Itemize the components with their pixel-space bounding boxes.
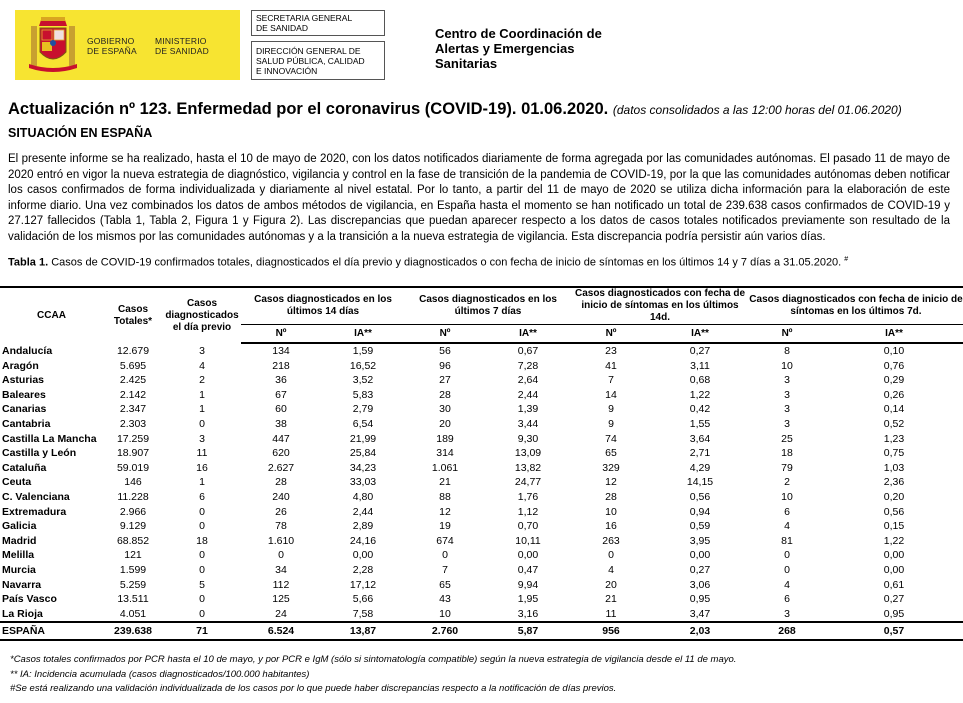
cell-ia14: 4,80 (352, 490, 374, 503)
ccaes-line-3: Sanitarias (435, 56, 498, 71)
government-logo-block (15, 10, 240, 80)
header-ia-7: IA** (485, 325, 571, 344)
cell-total: 13.511 (117, 593, 149, 606)
cell-n7: 30 (439, 403, 451, 416)
cell-n14: 112 (272, 578, 290, 591)
cell-ia14: 33,03 (349, 476, 377, 489)
cell-ia14: 13,87 (321, 622, 405, 640)
cell-ccaa: Castilla y León (2, 447, 77, 460)
cell-n14: 78 (275, 520, 287, 533)
cell-ns7: 0 (784, 549, 790, 562)
cell-ia14: 25,84 (349, 447, 377, 460)
cell-ias7: 1,03 (883, 461, 905, 474)
cell-ias14: 0,94 (689, 505, 711, 518)
cell-n7: 314 (436, 447, 454, 460)
table-row (0, 578, 963, 593)
cell-n7: 28 (439, 388, 451, 401)
header-n-14: Nº (241, 325, 321, 344)
cell-n7: 674 (436, 534, 454, 547)
cell-prev: 0 (199, 593, 205, 606)
cell-total: 146 (124, 476, 142, 489)
cell-ccaa: Andalucía (2, 344, 53, 357)
cell-prev: 4 (199, 359, 205, 372)
header-group-7-days: Casos diagnosticados en los últimos 7 días (405, 287, 571, 325)
cell-ccaa: Extremadura (2, 505, 67, 518)
cell-total: 68.852 (116, 534, 150, 547)
cell-ia7: 0,00 (517, 549, 539, 562)
cell-prev: 2 (199, 374, 205, 387)
cell-ia14: 34,23 (349, 461, 377, 474)
cell-ia14: 6,54 (352, 417, 374, 430)
table-row (0, 534, 963, 549)
footnote-ia: ** IA: Incidencia acumulada (casos diagnosticados/100.000 habitantes) (10, 668, 310, 680)
cell-ia7: 5,87 (485, 622, 571, 640)
cell-ia14: 7,58 (352, 607, 374, 620)
cell-n14: 26 (275, 505, 287, 518)
intro-paragraph: El presente informe se ha realizado, hasta el 10 de mayo de 2020, con los datos notificados diariamente de forma agregada por las comunidades autónomas. El pasado 11 de mayo de 2020 entró en vigor la nueva estrategia de diagnóstico, vigilancia y control en la fase de transición de la pandemia de COVID-19, por la que las comunidades autónomas deben notificar los casos confirmados de forma individualizada y diariamente al nivel estatal. Por lo tanto, a partir del 11 de mayo de 2020 se utiliza dicha información para la elaboración de este informe diario. Una vez combinados los datos de ambos métodos de vigilancia, en España hasta el momento se han notificado un total de 239.638 casos confirmados de COVID-19 y 27.127 fallecidos (Tabla 1, Tabla 2, Figura 1 y Figura 2). Las discrepancias que puedan aparecer respecto a los datos de casos totales notificados previamente son resultado de la validación de los mismos por las comunidades autónomas y a la transición a la nueva estrategia de vigilancia. Esta discrepancia podría persistir aún varios días. (8, 153, 950, 243)
table-row-total (0, 622, 963, 640)
cell-ias14: 3,11 (690, 359, 710, 372)
cell-ias7: 0,52 (883, 417, 905, 430)
table-row (0, 505, 963, 520)
table-row (0, 359, 963, 374)
ccaes-name (435, 26, 602, 71)
cell-prev: 0 (199, 563, 205, 576)
cell-ia7: 2,44 (517, 388, 539, 401)
header-ia-s7: IA** (825, 325, 963, 344)
cell-ns14: 28 (605, 490, 617, 503)
cell-n7: 43 (439, 593, 451, 606)
cell-prev: 0 (199, 520, 205, 533)
cell-ia14: 2,28 (352, 563, 374, 576)
cell-ias7: 0,15 (883, 520, 905, 533)
cell-total: 1.599 (119, 563, 147, 576)
cell-ia14: 17,12 (349, 578, 377, 591)
table-row (0, 461, 963, 476)
direccion-line-1: DIRECCIÓN GENERAL DE (256, 46, 361, 56)
cell-ia14: 2,89 (352, 520, 374, 533)
cell-ia7: 0,67 (517, 345, 539, 357)
cell-ias14: 0,56 (689, 490, 711, 503)
cell-ia7: 1,39 (517, 403, 539, 416)
table-row (0, 388, 963, 403)
header-ia-s14: IA** (651, 325, 749, 344)
cell-ccaa: Madrid (2, 534, 37, 547)
table-row (0, 490, 963, 505)
header-group-symptoms-7d: Casos diagnosticados con fecha de inicio de síntomas en los últimos 7d. (749, 287, 963, 325)
cell-ias14: 1,22 (689, 388, 711, 401)
table-row (0, 402, 963, 417)
cell-ias7: 0,61 (883, 578, 905, 591)
cell-ia7: 9,30 (517, 432, 539, 445)
cell-ns7: 3 (784, 403, 790, 416)
cell-prev: 0 (199, 417, 205, 430)
cell-n14: 2.627 (267, 461, 295, 474)
cell-ns7: 6 (784, 505, 790, 518)
ministry-name (155, 36, 209, 56)
cell-ns7: 4 (784, 578, 790, 591)
cell-n7: 56 (439, 345, 451, 357)
table-row (0, 432, 963, 447)
header-n-s14: Nº (571, 325, 651, 344)
cell-ias7: 0,26 (883, 388, 905, 401)
cell-ias7: 0,20 (883, 490, 905, 503)
government-name (87, 36, 137, 56)
cell-ns14: 65 (605, 447, 617, 460)
cell-ns14: 74 (605, 432, 617, 445)
cell-n14: 240 (272, 490, 290, 503)
table-row (0, 343, 963, 359)
cell-ia7: 10,11 (515, 534, 541, 547)
cell-prev: 0 (199, 549, 205, 562)
cell-ccaa: Cataluña (2, 461, 47, 474)
cell-prev: 1 (199, 403, 205, 416)
cell-total: 9.129 (119, 520, 147, 533)
cell-n7: 7 (442, 563, 448, 576)
cell-ns14: 0 (608, 549, 614, 562)
cell-ias7: 0,27 (883, 593, 905, 606)
table-row (0, 475, 963, 490)
cell-n7: 2.760 (405, 622, 485, 640)
cell-ia7: 1,12 (517, 505, 539, 518)
cell-ias7: 1,23 (883, 432, 905, 445)
header-group-14-days: Casos diagnosticados en los últimos 14 días (241, 287, 405, 325)
cell-n14: 1.610 (267, 534, 295, 547)
cell-ias14: 2,71 (689, 447, 711, 460)
cell-ccaa: ESPAÑA (0, 622, 103, 640)
cell-ia7: 3,44 (517, 417, 539, 430)
cell-ns7: 3 (784, 417, 790, 430)
table-row (0, 548, 963, 563)
cell-ias7: 0,00 (883, 549, 905, 562)
report-title-sub: (datos consolidados a las 12:00 horas del 01.06.2020) (612, 103, 902, 117)
cell-ias7: 0,29 (883, 374, 905, 387)
cell-ns14: 41 (605, 359, 617, 372)
cell-n14: 134 (272, 345, 290, 357)
cell-ns14: 4 (608, 563, 614, 576)
cell-ccaa: País Vasco (2, 593, 57, 606)
cell-prev: 16 (196, 461, 208, 474)
cell-ia7: 0,70 (517, 520, 539, 533)
report-title-main: Actualización nº 123. Enfermedad por el coronavirus (COVID-19). 01.06.2020. (8, 100, 609, 118)
cell-ias14: 14,15 (686, 476, 714, 489)
cell-ia14: 1,59 (352, 345, 374, 357)
cell-ns14: 10 (605, 505, 617, 518)
header-n-s7: Nº (749, 325, 825, 344)
cell-ccaa: Melilla (2, 549, 35, 562)
cell-ns7: 18 (781, 447, 793, 460)
cell-n14: 447 (272, 432, 290, 445)
cell-ia14: 5,66 (352, 593, 374, 606)
cell-ias14: 4,29 (689, 461, 711, 474)
table-row (0, 592, 963, 607)
cell-ns14: 14 (605, 388, 617, 401)
cell-total: 2.347 (119, 403, 147, 416)
table-row (0, 519, 963, 534)
cell-ns7: 81 (781, 534, 793, 547)
cell-ia7: 2,64 (517, 374, 539, 387)
ministry-line-2: DE SANIDAD (155, 46, 209, 56)
cell-ns7: 10 (781, 359, 793, 372)
cell-ns7: 3 (784, 607, 790, 620)
cell-ias14: 1,55 (689, 417, 711, 430)
cell-n14: 34 (275, 563, 287, 576)
cell-n14: 36 (275, 374, 287, 387)
secretaria-box (251, 10, 385, 36)
ccaes-line-2: Alertas y Emergencias (435, 41, 575, 56)
cell-n7: 88 (439, 490, 451, 503)
cell-ccaa: Murcia (2, 563, 36, 576)
cell-ias7: 0,57 (825, 622, 963, 640)
report-title (8, 100, 958, 119)
cell-total: 2.303 (119, 417, 147, 430)
cell-total: 17.259 (116, 432, 150, 445)
cell-ia14: 5,83 (352, 388, 374, 401)
cell-ias14: 3,64 (689, 432, 711, 445)
cell-ns14: 16 (605, 520, 617, 533)
cell-ias14: 0,59 (689, 520, 711, 533)
header-ccaa: CCAA (37, 309, 66, 321)
cell-n7: 21 (439, 476, 451, 489)
cell-ias14: 3,95 (689, 534, 711, 547)
cell-ccaa: Baleares (2, 388, 46, 401)
cell-ns14: 21 (605, 593, 617, 606)
cell-ias7: 0,76 (883, 359, 905, 372)
cell-n14: 28 (275, 476, 287, 489)
cell-n7: 0 (442, 549, 448, 562)
table-caption-text: Casos de COVID-19 confirmados totales, diagnosticados el día previo y diagnosticados o con fecha de inicio de síntomas en los últimos 14 y 7 días a 31.05.2020. (51, 256, 842, 269)
cell-n14: 218 (272, 359, 290, 372)
section-heading: SITUACIÓN EN ESPAÑA (8, 126, 153, 140)
cell-total: 11.228 (117, 490, 149, 503)
cell-ns14: 11 (605, 607, 617, 620)
cell-prev: 71 (163, 622, 241, 640)
gov-line-1: GOBIERNO (87, 36, 135, 46)
cell-ias14: 3,47 (689, 607, 711, 620)
cell-ias7: 2,36 (883, 476, 905, 489)
cell-n7: 10 (439, 607, 451, 620)
direccion-box (251, 41, 385, 80)
cell-ia7: 0,47 (517, 563, 539, 576)
footnote-total-cases: *Casos totales confirmados por PCR hasta el 10 de mayo, y por PCR e IgM (sólo si sintomatología compatible) según la nueva estrategia de vigilancia desde el 11 de mayo. (10, 654, 737, 665)
cell-n7: 65 (439, 578, 451, 591)
cell-ia14: 3,52 (352, 374, 374, 387)
cell-prev: 11 (196, 447, 208, 460)
cell-n14: 38 (275, 417, 287, 430)
cell-ccaa: C. Valenciana (2, 490, 70, 503)
table-caption (8, 256, 958, 269)
table-row (0, 607, 963, 623)
cell-total: 5.259 (119, 578, 147, 591)
cell-ia7: 24,77 (514, 476, 542, 489)
cell-n14: 67 (275, 388, 287, 401)
cell-ccaa: Ceuta (2, 476, 32, 489)
cell-total: 239.638 (103, 622, 163, 640)
footnotes (10, 653, 736, 697)
cell-ias7: 0,14 (883, 403, 905, 416)
cell-total: 2.425 (119, 374, 147, 387)
cell-n14: 125 (272, 593, 290, 606)
cell-ns7: 2 (784, 476, 790, 489)
cell-n7: 20 (439, 417, 451, 430)
cell-n7: 1.061 (431, 461, 459, 474)
table-body (0, 343, 963, 640)
cell-total: 12.679 (116, 344, 150, 357)
cell-ns7: 25 (781, 432, 793, 445)
cell-total: 5.695 (119, 359, 147, 372)
header-group-symptoms-14d: Casos diagnosticados con fecha de inicio de síntomas en los últimos 14d. (571, 287, 749, 325)
cell-ias14: 0,27 (689, 345, 711, 357)
table-row (0, 373, 963, 388)
cell-n7: 12 (439, 505, 451, 518)
cell-total: 59.019 (116, 461, 150, 474)
cell-ns7: 79 (781, 461, 793, 474)
cell-ns7: 268 (749, 622, 825, 640)
cell-ns7: 6 (784, 593, 790, 606)
cell-ias7: 0,75 (883, 447, 905, 460)
cell-n7: 189 (436, 432, 454, 445)
cell-ccaa: Aragón (2, 359, 39, 372)
cell-ccaa: Navarra (2, 578, 42, 591)
cell-prev: 5 (199, 578, 205, 591)
cell-ns7: 3 (784, 388, 790, 401)
cell-prev: 0 (199, 505, 205, 518)
cell-ns14: 23 (605, 345, 617, 357)
cell-ccaa: Cantabria (2, 417, 51, 430)
cell-ias7: 0,56 (883, 505, 905, 518)
cell-prev: 18 (196, 534, 208, 547)
gov-line-2: DE ESPAÑA (87, 46, 137, 56)
cell-ia7: 9,94 (517, 578, 539, 591)
cell-ns7: 10 (781, 490, 793, 503)
cell-ns14: 329 (602, 461, 620, 474)
header-previous-day: Casos diagnosticados el día previo (165, 297, 239, 333)
cell-ias14: 0,42 (689, 403, 711, 416)
cell-ias7: 1,22 (883, 534, 905, 547)
cell-n14: 24 (275, 607, 287, 620)
cell-n14: 620 (272, 447, 290, 460)
cell-ns14: 956 (571, 622, 651, 640)
cell-total: 121 (124, 549, 142, 562)
cell-ns7: 8 (784, 345, 790, 357)
cell-prev: 3 (199, 344, 205, 357)
cell-ia7: 13,82 (514, 461, 542, 474)
ccaes-line-1: Centro de Coordinación de (435, 26, 602, 41)
cell-ia7: 3,16 (517, 607, 539, 620)
secretaria-line-1: SECRETARIA GENERAL (256, 13, 353, 23)
cell-ia7: 13,09 (514, 447, 542, 460)
cell-total: 2.966 (119, 505, 147, 518)
cell-prev: 1 (199, 388, 205, 401)
cell-ia14: 2,44 (352, 505, 374, 518)
header-total-cases: Casos Totales* (113, 303, 153, 327)
cell-ias14: 0,27 (689, 563, 711, 576)
table-row (0, 446, 963, 461)
cell-n14: 6.524 (241, 622, 321, 640)
header-ia-14: IA** (321, 325, 405, 344)
cell-ias7: 0,95 (883, 607, 905, 620)
header-n-7: Nº (405, 325, 485, 344)
cell-ccaa: La Rioja (2, 607, 43, 620)
cell-ia7: 1,95 (517, 593, 539, 606)
cell-ias7: 0,00 (883, 563, 905, 576)
cell-prev: 1 (199, 476, 205, 489)
cell-prev: 3 (199, 432, 205, 445)
cell-ias14: 3,06 (689, 578, 711, 591)
cell-ccaa: Castilla La Mancha (2, 432, 97, 445)
coat-of-arms-icon (27, 16, 79, 74)
covid-cases-table (0, 286, 963, 641)
department-boxes (251, 10, 387, 80)
cell-ns7: 0 (784, 563, 790, 576)
footnote-validation: #Se está realizando una validación individualizada de los casos por lo que puede haber discrepancias respecto a la notificación de días previos. (10, 683, 617, 694)
cell-ns14: 9 (608, 403, 614, 416)
cell-ns14: 20 (605, 578, 617, 591)
table-row (0, 563, 963, 578)
direccion-line-2: SALUD PÚBLICA, CALIDAD (256, 56, 365, 66)
ministry-line-1: MINISTERIO (155, 36, 207, 46)
direccion-line-3: E INNOVACIÓN (256, 66, 318, 76)
cell-n7: 96 (439, 359, 451, 372)
table-caption-mark: # (844, 256, 849, 263)
cell-ia14: 2,79 (352, 403, 374, 416)
cell-ia14: 0,00 (352, 549, 374, 562)
cell-ns14: 7 (608, 374, 614, 387)
cell-ns14: 9 (608, 417, 614, 430)
cell-total: 2.142 (119, 388, 147, 401)
cell-prev: 6 (199, 490, 205, 503)
cell-ia7: 1,76 (517, 490, 539, 503)
cell-n14: 0 (278, 549, 284, 562)
cell-total: 18.907 (116, 447, 150, 460)
cell-n7: 27 (439, 374, 451, 387)
cell-ias14: 0,95 (689, 593, 711, 606)
cell-ias14: 0,68 (689, 374, 711, 387)
cell-ccaa: Canarias (2, 403, 47, 416)
cell-ns14: 263 (602, 534, 620, 547)
cell-ns7: 4 (784, 520, 790, 533)
cell-ias14: 2,03 (651, 622, 749, 640)
cell-ia14: 21,99 (349, 432, 377, 445)
cell-n7: 19 (439, 520, 451, 533)
cell-ccaa: Asturias (2, 374, 45, 387)
cell-ia14: 24,16 (349, 534, 377, 547)
cell-ias14: 0,00 (689, 549, 711, 562)
cell-n14: 60 (275, 403, 287, 416)
secretaria-line-2: DE SANIDAD (256, 23, 308, 33)
cell-prev: 0 (199, 607, 205, 620)
table-row (0, 417, 963, 432)
table-caption-label: Tabla 1. (8, 256, 49, 269)
cell-ns7: 3 (784, 374, 790, 387)
page-header (15, 10, 950, 80)
cell-ia14: 16,52 (349, 359, 377, 372)
cell-total: 4.051 (119, 607, 147, 620)
cell-ns14: 12 (605, 476, 617, 489)
cell-ias7: 0,10 (883, 345, 905, 357)
cell-ccaa: Galicia (2, 520, 37, 533)
cell-ia7: 7,28 (517, 359, 539, 372)
